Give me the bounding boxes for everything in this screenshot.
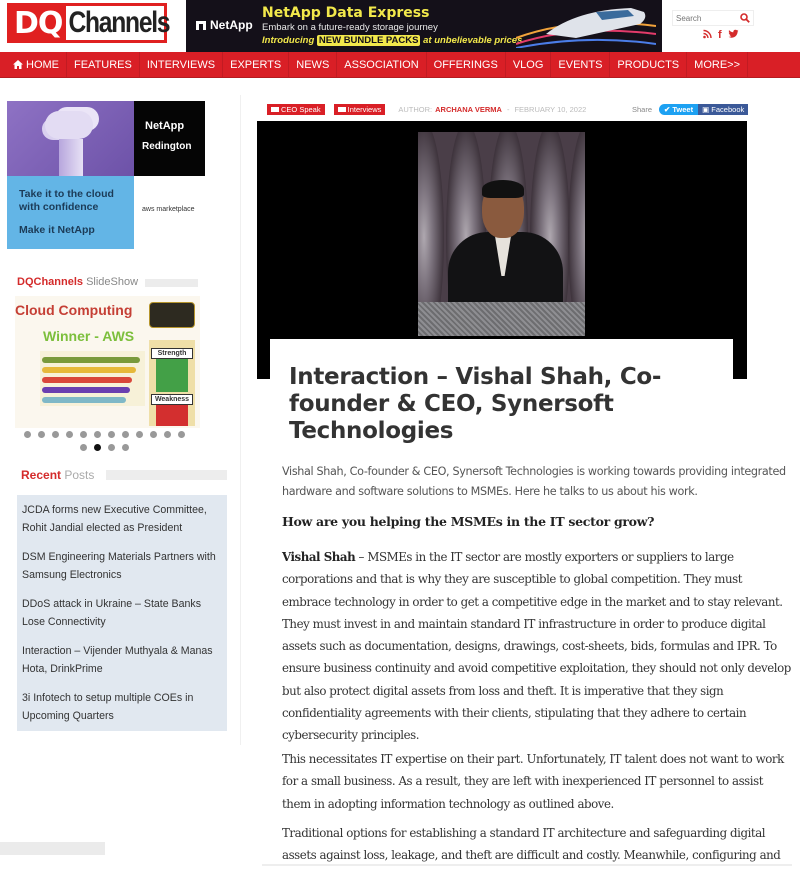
slideshow-dot[interactable] [80,431,87,438]
sidebar-divider [240,95,241,745]
folder-icon [338,107,346,112]
nav-item-vlog[interactable]: VLOG [506,52,552,77]
ad-netapp-logo: NetApp [145,120,185,132]
nav-item-features[interactable]: FEATURES [67,52,140,77]
recent-posts-heading: Recent Posts [21,468,95,482]
ad-text-panel [7,176,134,249]
pedestal-shape [59,139,83,176]
category-tag-ceo-speak[interactable]: CEO Speak [267,104,325,115]
answer-paragraph: This necessitates IT expertise on their part. Unfortunately, IT talent does not want to work for a small business. As a result, they are left with inexperienced IT personnel to assist them in adopting information technology as outlined above. [282,752,784,811]
category-tag-interviews[interactable]: Interviews [334,104,386,115]
sidebar-netapp-ad[interactable] [7,101,205,249]
slideshow-dot[interactable] [80,444,87,451]
slide-bar [42,387,130,393]
heading-rule [145,279,198,287]
banner-title: NetApp Data Express [262,5,430,21]
facebook-share-button[interactable]: ▣ Facebook [698,104,748,115]
search-icon[interactable] [740,13,750,23]
ad-cta: Make it NetApp [19,224,95,236]
slideshow-image[interactable] [15,296,200,428]
desk-surface [418,302,585,336]
signpost-graphic [149,340,195,426]
slideshow-dot[interactable] [136,431,143,438]
ad-brand-panel [134,101,205,176]
home-icon [13,60,23,69]
slideshow-dot[interactable] [108,431,115,438]
aws-marketplace-logo: aws marketplace [142,206,195,213]
ad-redington-logo: Redington [142,141,192,152]
search-box[interactable] [672,10,754,26]
main-nav [0,52,800,78]
slideshow-heading: DQChannels SlideShow [17,276,139,288]
nav-item-experts[interactable]: EXPERTS [223,52,289,77]
folder-icon [271,107,279,112]
answer-paragraph: Traditional options for establishing a standard IT architecture and safeguarding digital assets against loss, leakage, and theft are difficult and costly. Meanwhile, configuring and [282,826,781,863]
recent-post-link[interactable]: JCDA forms new Executive Committee, Rohit Jandial elected as President [22,504,207,534]
banner-highlight: NEW BUNDLE PACKS [318,35,419,46]
nav-item-offerings[interactable]: OFFERINGS [427,52,506,77]
nav-item-events[interactable]: EVENTS [551,52,610,77]
strength-panel [156,356,188,392]
sign-strength: Strength [151,348,193,359]
slideshow-pagination [18,431,190,451]
answer-paragraph: Vishal Shah – MSMEs in the IT sector are mostly exporters or suppliers to large corporations and that is why they are susceptible to global competition. They must embrace technology in order to get a competitive edge in the market and to stay relevant. They must invest in and maintain standard IT infrastructure in order to produce digital assets such as documentation, designs, drawings, cost-sheets, bids, formulas and IPR. To ensure business continuity and avoid competitive exploitation, they should not only develop but also protect digital assets from loss and theft. It is imperative that they sign confidentiality agreements with their clients, stipulating that they adhere to certain cybersecurity principles. [282,550,791,743]
tweet-button[interactable]: ✔ Tweet [659,104,698,115]
netapp-banner-ad[interactable] [186,0,662,52]
slideshow-dot[interactable] [52,431,59,438]
netapp-logo-icon [196,21,206,30]
banner-intro: Introducing NEW BUNDLE PACKS at unbelievable prices [262,35,523,46]
nav-item-products[interactable]: PRODUCTS [610,52,687,77]
slideshow-dot[interactable] [38,431,45,438]
slideshow-dot[interactable] [108,444,115,451]
slideshow-dot[interactable] [94,431,101,438]
answer-speaker: Vishal Shah [282,550,356,564]
ad-cloud-image [7,101,134,176]
recent-post-link[interactable]: DDoS attack in Ukraine – State Banks Lose Connectivity [22,598,202,628]
heading-rule [106,470,227,480]
twitter-icon: ✔ [664,105,671,114]
rss-icon[interactable] [703,29,712,39]
recent-post-link[interactable]: DSM Engineering Materials Partners with Samsung Electronics [22,551,216,581]
article-intro: Vishal Shah, Co-founder & CEO, Synersoft Technologies is working towards providing integrated hardware and software solutions to MSMEs. Here he talks to us about his work. [282,465,786,498]
nav-item-news[interactable]: NEWS [289,52,337,77]
slide-bar [42,357,140,363]
facebook-icon[interactable]: f [718,29,722,41]
banner-subtitle: Embark on a future-ready storage journey [262,22,438,33]
social-links [703,29,739,41]
slideshow-dot[interactable] [122,431,129,438]
slide-heading: Cloud Computing [15,302,133,318]
sign-weakness: Weakness [151,394,193,405]
train-illustration [516,4,656,48]
slideshow-dot[interactable] [164,431,171,438]
slide-bar [42,397,126,403]
author-label: AUTHOR: [398,104,433,114]
nav-item-interviews[interactable]: INTERVIEWS [140,52,223,77]
cloud-icon [45,111,93,139]
content-edge [262,864,792,866]
slideshow-dot[interactable] [24,431,31,438]
recent-post-link[interactable]: Interaction – Vijender Muthyala & Manas Hota, DrinkPrime [22,645,213,675]
slide-bar-graphic [40,351,145,406]
slide-bar [42,377,132,383]
nav-item-home[interactable]: HOME [7,52,67,77]
meta-separator: - [506,104,510,114]
recent-posts-list [17,495,227,731]
ad-tagline: Take it to the cloud with confidence [19,188,114,213]
logo-dq: DQ [10,6,66,40]
featured-portrait-photo [418,132,585,336]
recent-post-link[interactable]: 3i Infotech to setup multiple COEs in Upcoming Quarters [22,692,194,722]
facebook-icon: ▣ [702,105,710,114]
interview-question: How are you helping the MSMEs in the IT sector grow? [282,514,655,529]
person-hair [482,180,524,198]
slideshow-dot[interactable] [150,431,157,438]
share-bar [632,104,748,115]
logo-channels: Channels [68,6,170,39]
slideshow-dot[interactable] [66,431,73,438]
publish-date: FEBRUARY 10, 2022 [514,104,587,114]
share-label: Share [632,105,653,114]
nav-item-more[interactable]: MORE>> [687,52,748,77]
slide-subheading: Winner - AWS [43,328,135,344]
author-link[interactable]: ARCHANA VERMA [435,104,502,114]
slide-bar [42,367,136,373]
ad-aws-panel [134,176,205,249]
slideshow-dot[interactable] [94,444,101,451]
nav-item-association[interactable]: ASSOCIATION [337,52,426,77]
award-badge [149,302,195,328]
search-input[interactable] [676,14,736,23]
banner-netapp-logo: NetApp [196,18,253,32]
twitter-icon[interactable] [728,29,739,39]
weakness-panel [156,402,188,426]
site-logo[interactable] [7,3,170,43]
slideshow-dot[interactable] [178,431,185,438]
slideshow-dot[interactable] [122,444,129,451]
article-title: Interaction – Vishal Shah, Co-founder & CEO, Synersoft Technologies [289,364,662,444]
widget-rule [0,842,105,855]
